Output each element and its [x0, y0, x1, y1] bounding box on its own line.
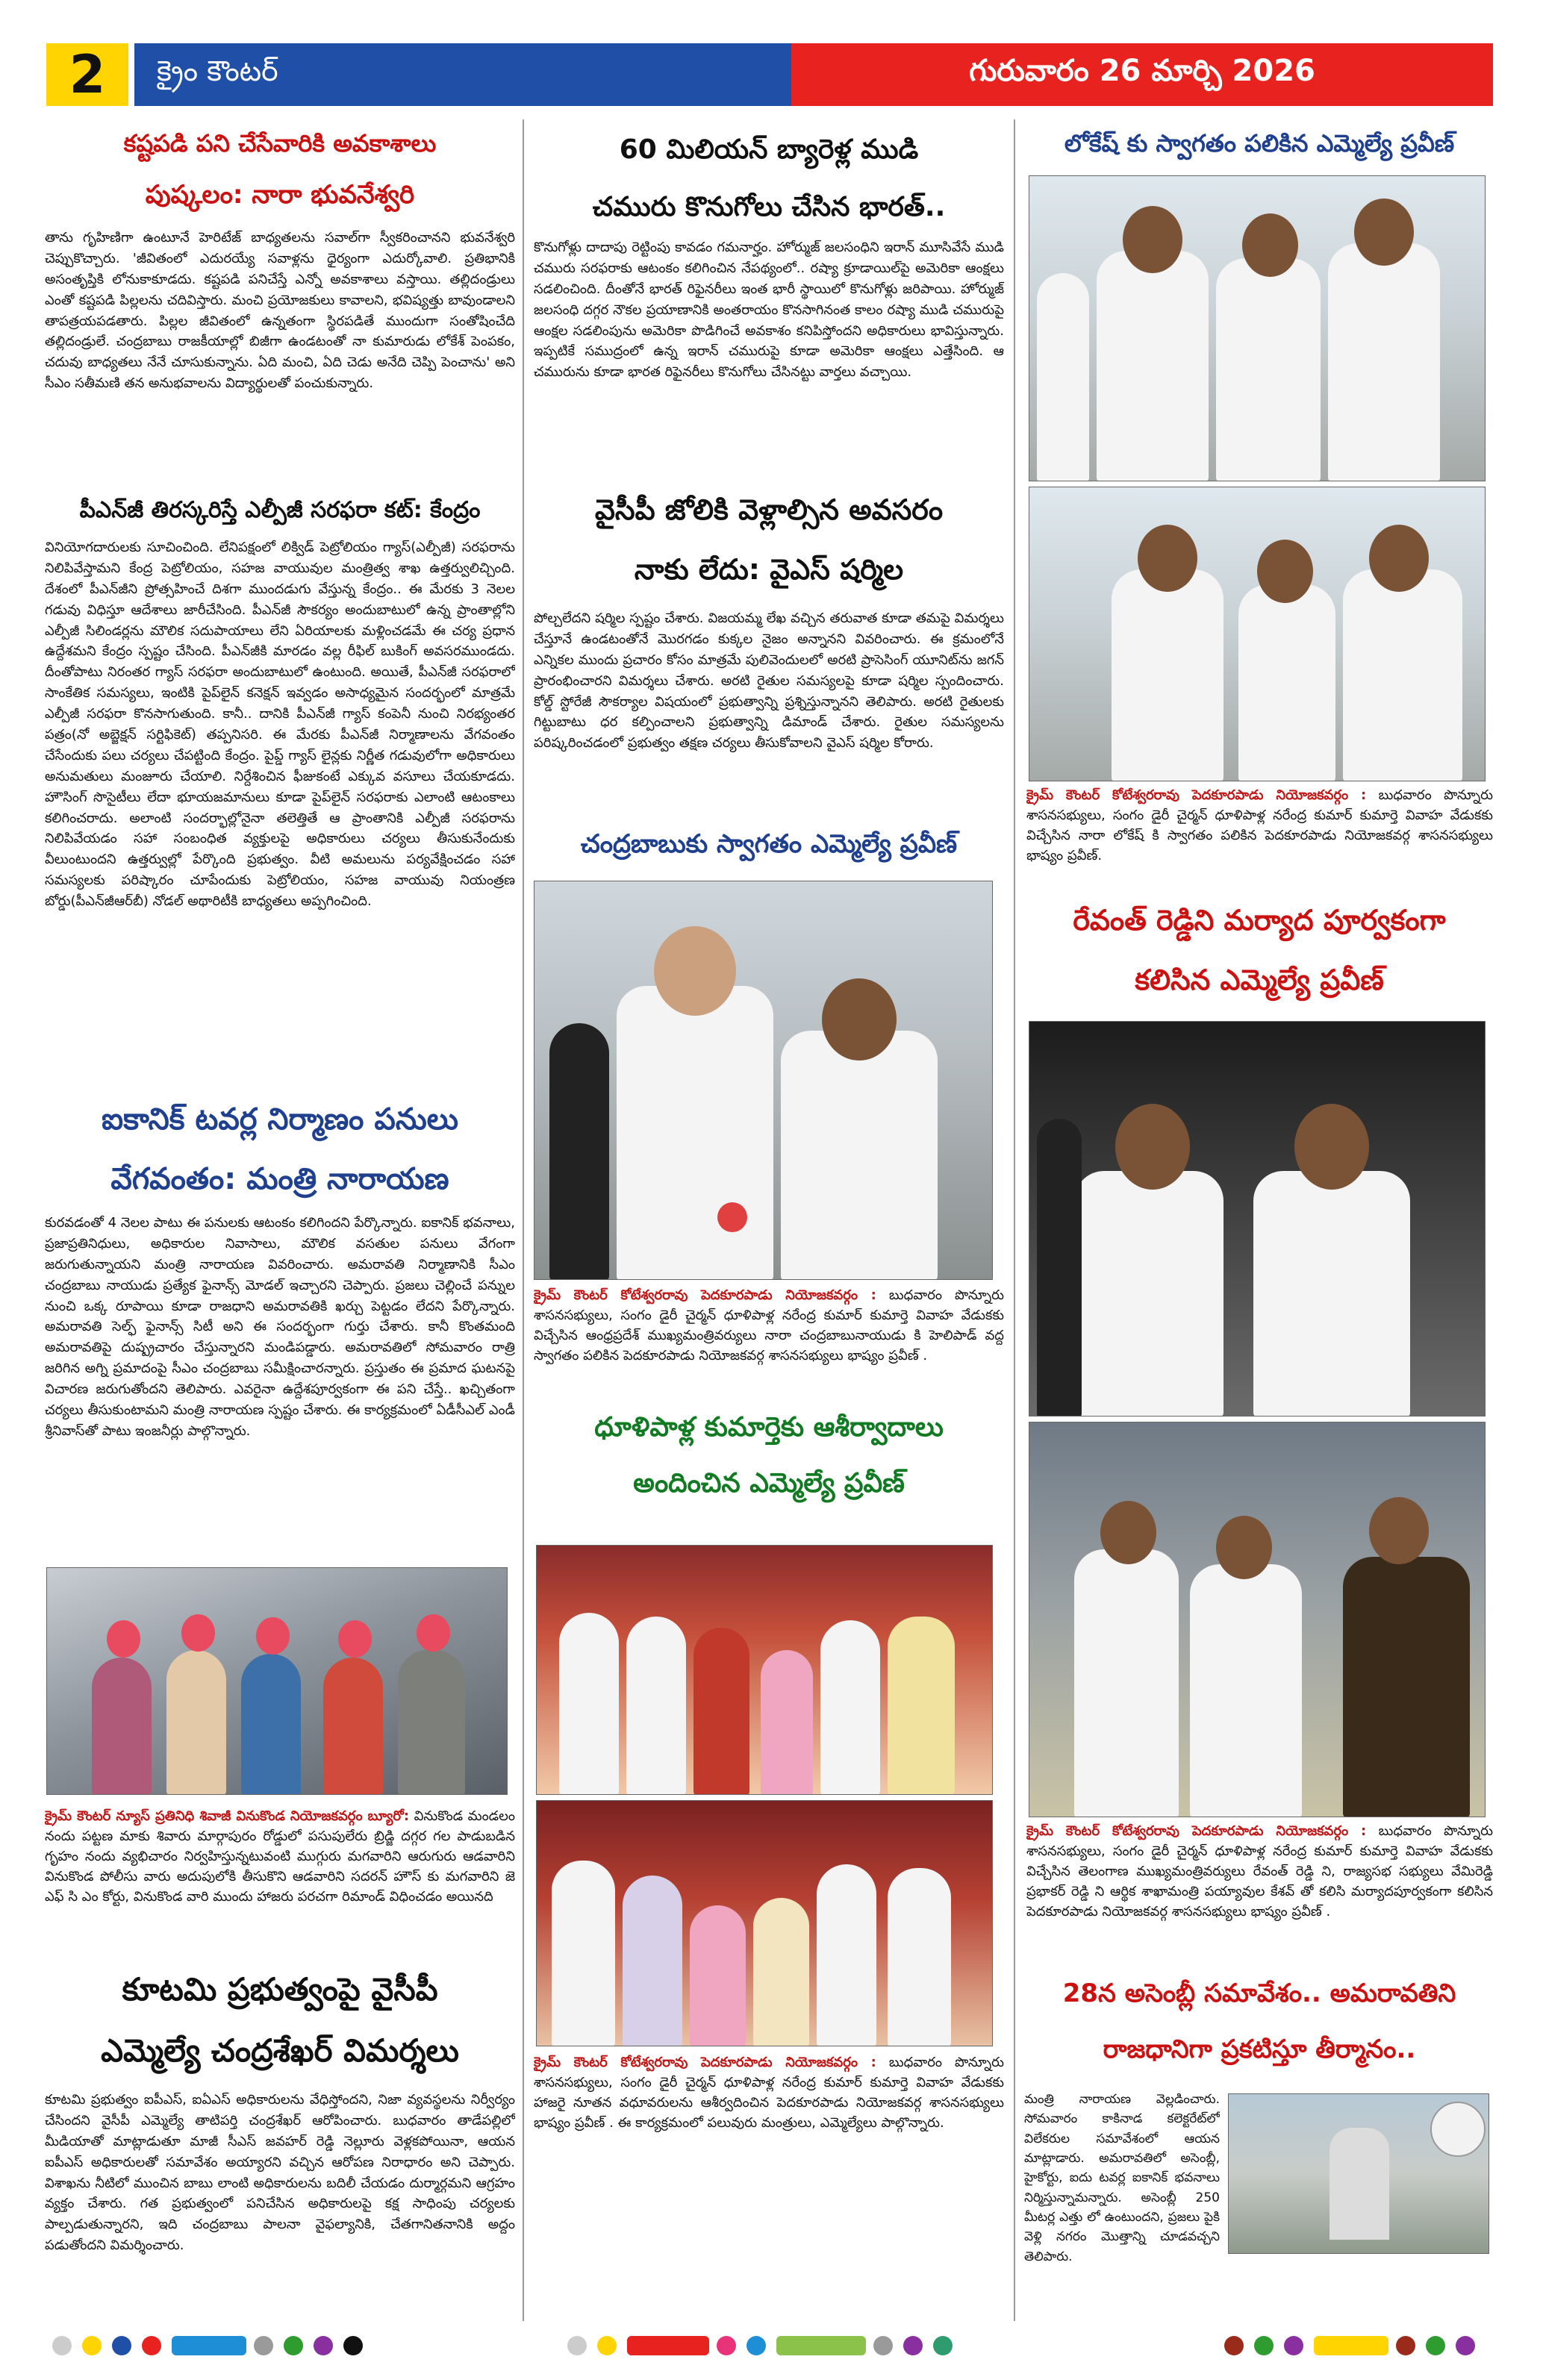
article-title: కలిసిన ఎమ్మెల్యే ప్రవీణ్	[1135, 963, 1384, 996]
column-divider-2	[1014, 119, 1015, 2321]
article-body: మంత్రి నారాయణ వెల్లడించారు. సోమవారం కాకినాడ కలెక్టరేట్‌లో విలేకరుల సమావేశంలో ఆయన మాట్లాడారు. అమరావతిలో అసెంబ్లీ, హైకోర్టు, ఐదు టవర్ల ఐకానిక్ భవనాలు నిర్మిస్తున్నామన్నారు. అసెంబ్లీ 250 మీటర్ల ఎత్తు లో ఉంటుందని, ప్రజలు పైకి వెళ్లి నగరం మొత్తాన్ని చూడవచ్చని తెలిపారు.	[1024, 2092, 1220, 2264]
caption-lead: క్రైమ్ కౌంటర్ కోటేశ్వరరావు పెదకూరపాడు నియోజకవర్గం :	[1026, 1823, 1367, 1839]
news-photo-wedding-2	[536, 1800, 993, 2046]
article-title: కష్టపడి పని చేసేవారికి అవకాశాలు	[123, 129, 437, 157]
news-photo-raid	[46, 1567, 508, 1795]
photo-caption	[534, 2052, 1004, 2179]
news-photo-wedding-1	[536, 1545, 993, 1795]
page-number: 2	[46, 43, 128, 106]
news-photo-lokesh-1	[1029, 175, 1486, 481]
photo-caption	[1026, 1821, 1493, 1963]
column-divider-1	[523, 119, 524, 2321]
photo-caption	[1026, 785, 1493, 890]
article-body: కొనుగోళ్లు దాదాపు రెట్టింపు కావడం గమనార్హం. హోర్ముజ్ జలసంధిని ఇరాన్ మూసివేసే ముడి చమురు సరఫరాకు ఆటంకం కలిగించిన నేపథ్యంలో.. రష్యా క్రూడాయిల్‌పై అమెరికా ఆంక్షలు సడలించింది. దీంతోనే భారత్ రిఫైనరీలు ఇంత భారీ స్థాయిలో కొనుగోళ్లు జరిపాయి. హోర్ముజ్ జలసంధి దగ్గర నౌకల ప్రయాణానికి అంతరాయం కొనసాగినంత కాలం రష్యా ముడి చమురుపై ఆంక్షల సడలింపును అమెరికా పొడిగించే అవకాశం కనిపిస్తోందని అధికారులు భావిస్తున్నారు. ఇప్పటికే సముద్రంలో ఉన్న ఇరాన్ చమురుపై కూడా అమెరికా ఆంక్షలు ఎత్తేసింది. ఆ చమురును కూడా భారత రిఫైనరీలు కొనుగోలు చేసినట్టు వార్తలు వచ్చాయి.	[534, 240, 1004, 381]
news-photo-revanth-group	[1029, 1422, 1486, 1817]
article-title: రేవంత్ రెడ్డిని మర్యాద పూర్వకంగా	[1073, 904, 1446, 937]
article-body: కూటమి ప్రభుత్వం ఐపీఎస్, ఐఏఎస్ అధికారులను వేధిస్తోందని, నిజా వ్యవస్థలను నిర్వీర్యం చేసిందని వైసీపీ ఎమ్మెల్యే తాటిపర్తి చంద్రశేఖర్ ఆరోపించారు. బుధవారం తాడేపల్లిలో మీడియాతో మాట్లాడుతూ మాజీ సీఎస్ జవహర్ రెడ్డి నెల్లూరు వెళ్లకపోయినా, ఆయన ఐపీఎస్ అధికారులతో సమావేశం అయ్యారని వచ్చిన ఆరోపణ నిరాధారం అని చెప్పారు. విశాఖను నీటిలో ముంచిన బాబు లాంటి అధికారులను బదిలీ చేయడం దుర్మార్గమని ఆగ్రహం వ్యక్తం చేశారు. గత ప్రభుత్వంలో పనిచేసిన అధికారులపై కక్ష సాధింపు చర్యలకు పాల్పడుతున్నారని, ఇది చంద్రబాబు పాలనా వైఫల్యానికి, చేతగానితనానికి అద్దం పడుతోందని విమర్శించారు.	[45, 2092, 515, 2254]
article-title: వైసీపీ జోలికి వెళ్లాల్సిన అవసరం	[594, 493, 944, 526]
caption-text: బుధవారం పొన్నూరు శాసనసభ్యులు, సంగం డైరీ చైర్మన్ ధూళిపాళ్ల నరేంద్ర కుమార్ కుమార్తె వివాహ వేడుకకు విచ్చేసిన ఆంధ్రప్రదేశ్ ముఖ్యమంత్రివర్యులు నారా చంద్రబాబునాయుడు కి హెలిపాడ్ వద్ద స్వాగతం పలికిన పెదకూరపాడు నియోజకవర్గ శాసనసభ్యులు భాష్యం ప్రవీణ్ .	[534, 1287, 1004, 1364]
caption-lead: క్రైమ్ కౌంటర్ కోటేశ్వరరావు పెదకూరపాడు నియోజకవర్గం :	[1026, 787, 1367, 803]
caption-text: బుధవారం పొన్నూరు శాసనసభ్యులు, సంగం డైరీ చైర్మన్ ధూళిపాళ్ల నరేంద్ర కుమార్ కుమార్తె వివాహ వేడుకకు హాజరై నూతన వధూవరులను ఆశీర్వదించిన పెదకూరపాడు నియోజకవర్గ శాసనసభ్యులు భాష్యం ప్రవీణ్ . ఈ కార్యక్రమంలో పలువురు మంత్రులు, ఎమ్మెల్యేలు పాల్గొన్నారు.	[534, 2055, 1004, 2131]
caption-text: బుధవారం పొన్నూరు శాసనసభ్యులు, సంగం డైరీ చైర్మన్ ధూళిపాళ్ల నరేంద్ర కుమార్ కుమార్తె వివాహ వేడుకకు విచ్చేసిన నారా లోకేష్ కి స్వాగతం పలికిన పెదకూరపాడు నియోజకవర్గ శాసనసభ్యులు భాష్యం ప్రవీణ్.	[1026, 787, 1493, 863]
article-body: తాను గృహిణిగా ఉంటూనే హెరిటేజ్ బాధ్యతలను సవాల్‌గా స్వీకరించానని భువనేశ్వరి చెప్పుకొచ్చారు. 'జీవితంలో ఎదురయ్యే సవాళ్లను ధైర్యంగా ఎదుర్కోవాలి. ప్రతిభానికి అసంతృప్తికి లోనుకాకూడదు. కష్టపడి పనిచేస్తే ఎన్నో అవకాశాలు వస్తాయి. తల్లిదండ్రులు ఎంతో కష్టపడి పిల్లలను చదివిస్తారు. మంచి ప్రయోజకులు కావాలని, భవిష్యత్తు బావుండాలని తాపత్రయపడతారు. పిల్లల జీవితంలో ఉన్నతంగా స్థిరపడితే ముందుగా సంతోషించేది తల్లిదండ్రులే. చంద్రబాబు రాజకీయాల్లో బిజీగా ఉండటంతో నా కుమారుడు లోకేశ్ పెంపకం, చదువు బాధ్యతలు నేనే చూసుకున్నాను. ఏది మంచి, ఏది చెడు అనేది చెప్పి పెంచాను' అని సీఎం సతీమణి తన అనుభవాలను విద్యార్థులతో పంచుకున్నారు.	[45, 230, 515, 392]
news-photo-amaravati	[1228, 2093, 1489, 2254]
article-title: అందించిన ఎమ్మెల్యే ప్రవీణ్	[633, 1468, 905, 1499]
article-body: వినియోగదారులకు సూచించింది. లేనిపక్షంలో లిక్విడ్ పెట్రోలియం గ్యాస్(ఎల్పీజీ) సరఫరాను నిలిపివేస్తామని కేంద్ర పెట్రోలియం, సహజ వాయువుల మంత్రిత్వ శాఖ ఉత్తర్వులిచ్చింది. దేశంలో పీఎన్‌జీని ప్రోత్సహించే దిశగా ముందడుగు వేస్తున్న కేంద్రం.. ఈ మేరకు 3 నెలల గడువు విధిస్తూ ఆదేశాలు జారీచేసింది. పీఎన్‌జీ సౌకర్యం అందుబాటులో ఉన్న ప్రాంతాల్లోని ఎల్పీజీ సిలిండర్లను మౌలిక సదుపాయాలు లేని ఏరియాలకు మళ్లించడమే ఈ చర్య ప్రధాన ఉద్దేశమని కేంద్రం స్పష్టం చేసింది. పీఎన్‌జీకి మారడం వల్ల రీఫిల్ బుకింగ్ అవసరముండదు. దీంతోపాటు నిరంతర గ్యాస్ సరఫరా అందుబాటులో ఉంటుంది. అయితే, పీఎన్‌జీ సరఫరాలో సాంకేతిక సమస్యలు, ఇంటికి పైప్‌లైన్ కనెక్షన్ ఇవ్వడం అసాధ్యమైన సందర్భంలో మాత్రమే ఎల్పీజీ సరఫరా కొనసాగుతుంది. కానీ.. దానికి పీఎన్‌జీ గ్యాస్ కంపెనీ నుంచి నిరభ్యంతర పత్రం(నో అబ్జెక్షన్ సర్టిఫికెట్) తప్పనిసరి. ఈ మేరకు పీఎన్‌జీ నిర్మాణాలను వేగవంతం చేసేందుకు పలు చర్యలు చేపట్టింది కేంద్రం. పైప్డ్ గ్యాస్ లైన్లకు నిర్ణీత గడువులోగా అధికారులు అనుమతులు మంజూరు చేయాలి. నిర్దేశించిన ఫీజుకంటే ఎక్కువ వసూలు చేయకూడదు. హౌసింగ్ సొసైటీలు లేదా భూయజమానులు కూడా పైప్‌లైన్ సరఫరాకు ఎలాంటి ఆటంకాలు కలిగించరాదు. అలాంటి సందర్భాల్లోనైనా తలెత్తితే ఆ ప్రాంతానికి ఎల్పీజీ సరఫరాను నిలిపివేయడం సహా సంబంధిత వ్యక్తులపై అధికారులు చర్యలు తీసుకునేందుకు వీలుంటుందని ఉత్తర్వుల్లో పేర్కొంది ప్రభుత్వం. వీటి అమలును పర్యవేక్షించడం సహా సమస్యలకు పరిష్కారం చూపేందుకు పెట్రోలియం, సహజ వాయువు నియంత్రణ బోర్డు(పీఎన్‌జీఆర్‌బీ) నోడల్ అథారిటీకి బాధ్యతలు అప్పగించింది.	[45, 540, 515, 910]
article-title: 60 మిలియన్ బ్యారెళ్ల ముడి	[619, 134, 919, 165]
article-title: కూటమి ప్రభుత్వంపై వైసీపీ	[122, 1971, 438, 2008]
paper-name: క్రైం కౌంటర్	[134, 43, 791, 106]
article-title: 28న అసెంబ్లీ సమావేశం.. అమరావతిని	[1062, 1978, 1456, 2008]
article-title: చంద్రబాబుకు స్వాగతం ఎమ్మెల్యే ప్రవీణ్	[580, 829, 958, 859]
article-title: ధూళిపాళ్ల కుమార్తెకు ఆశీర్వాదాలు	[594, 1412, 944, 1443]
news-photo-revanth	[1029, 1021, 1486, 1417]
caption-lead: క్రైమ్ కౌంటర్ కోటేశ్వరరావు పెదకూరపాడు నియోజకవర్గం :	[534, 1287, 876, 1303]
caption-text: బుధవారం పొన్నూరు శాసనసభ్యులు, సంగం డైరీ చైర్మన్ ధూళిపాళ్ల నరేంద్ర కుమార్ కుమార్తె వివాహ వేడుకకు విచ్చేసిన తెలంగాణ ముఖ్యమంత్రివర్యులు రేవంత్ రెడ్డి ని, రాజ్యసభ సభ్యులు వేమిరెడ్డి ప్రభాకర్ రెడ్డి ని ఆర్థిక శాఖామంత్రి పయ్యావుల కేశవ్ తో కలిసి మర్యాదపూర్వకంగా కలిసిన పెదకూరపాడు నియోజకవర్గ శాసనసభ్యులు భాష్యం ప్రవీణ్ .	[1026, 1823, 1493, 1920]
article-title: ఎమ్మెల్యే చంద్రశేఖర్ విమర్శలు	[101, 2032, 459, 2069]
article-body: కురవడంతో 4 నెలల పాటు ఈ పనులకు ఆటంకం కలిగిందని పేర్కొన్నారు. ఐకానిక్ భవనాలు, ప్రజాప్రతినిధులు, అధికారుల నివాసాలు, మౌలిక వసతుల పనులు వేగంగా జరుగుతున్నాయని మంత్రి నారాయణ వివరించారు. అమరావతి నిర్మాణానికి సీఎం చంద్రబాబు నాయుడు ప్రత్యేక ఫైనాన్స్ మోడల్ ఇచ్చారని చెప్పారు. ప్రజలు చెల్లించే పన్నుల నుంచి ఒక్క రూపాయి కూడా రాజధాని అమరావతికి ఖర్చు పెట్టడం లేదని పేర్కొన్నారు. అమరావతి సెల్ఫ్ ఫైనాన్స్ సిటీ అని ఈ సందర్భంగా గుర్తు చేశారు. కానీ కొంతమంది అమరావతిపై దుష్ప్రచారం చేస్తున్నారని మండిపడ్డారు. అమరావతిలో సోమవారం రాత్రి జరిగిన అగ్ని ప్రమాదంపై సీఎం చంద్రబాబు సమీక్షించారన్నారు. ప్రస్తుతం ఈ ప్రమాద ఘటనపై విచారణ జరుగుతోందని తెలిపారు. ఎవరైనా ఉద్దేశపూర్వకంగా ఈ పని చేస్తే.. ఖచ్చితంగా చర్యలు తీసుకుంటామని మంత్రి నారాయణ స్పష్టం చేశారు. ఈ కార్యక్రమంలో ఏడీసీఎల్ ఎండీ శ్రీనివాస్‌తో పాటు ఇంజనీర్లు పాల్గొన్నారు.	[45, 1215, 515, 1439]
photo-caption	[534, 1285, 1004, 1397]
article-title: వేగవంతం: మంత్రి నారాయణ	[110, 1162, 449, 1196]
article-title: చమురు కొనుగోలు చేసిన భారత్..	[592, 192, 946, 222]
photo-caption	[45, 1806, 515, 1955]
article-title: నాకు లేదు: వైఎస్ షర్మిల	[634, 553, 904, 586]
article-title: ఐకానిక్ టవర్ల నిర్మాణం పనులు	[102, 1102, 458, 1137]
article-title: పుష్కలం: నారా భువనేశ్వరి	[145, 180, 415, 210]
caption-lead: క్రైమ్ కౌంటర్ న్యూస్ ప్రతినిధి శివాజీ వినుకొండ నియోజకవర్గం బ్యూరో:	[45, 1808, 410, 1824]
article-body: పోల్చలేదని షర్మిల స్పష్టం చేశారు. విజయమ్మ లేఖ వచ్చిన తరువాత కూడా తమపై విమర్శలు చేస్తూనే ఉండటంతోనే మొరగడం కుక్కల నైజం అన్నానని వివరించారు. ఈ క్రమంలోనే ఎన్నికల ముందు ప్రచారం కోసం మాత్రమే పులివెందులలో అరటి ప్రాసెసింగ్ యూనిట్‌ను జగన్ ప్రారంభించారని విమర్శలు చేశారు. అరటి రైతుల సమస్యలపై కూడా షర్మిల స్పందించారు. కోల్డ్ స్టోరేజీ సౌకర్యాల విషయంలో ప్రభుత్వాన్ని ప్రశ్నిస్తున్నానని తెలిపారు. అరటి రైతులకు గిట్టుబాటు ధర కల్పించాలని ప్రభుత్వాన్ని డిమాండ్ చేశారు. రైతుల సమస్యలను పరిష్కరించడంలో ప్రభుత్వం తక్షణ చర్యలు తీసుకోవాలని వైఎస్ షర్మిల కోరారు.	[534, 610, 1004, 752]
article-title: రాజధానిగా ప్రకటిస్తూ తీర్మానం..	[1103, 2034, 1416, 2064]
caption-lead: క్రైమ్ కౌంటర్ కోటేశ్వరరావు పెదకూరపాడు నియోజకవర్గం :	[534, 2055, 876, 2070]
news-photo-cm-welcome	[534, 881, 993, 1280]
news-photo-lokesh-2	[1029, 487, 1486, 781]
issue-date: గురువారం 26 మార్చి 2026	[791, 43, 1493, 106]
article-title: పీఎన్‌జీ తిరస్కరిస్తే ఎల్పీజీ సరఫరా కట్: కేంద్రం	[79, 497, 481, 523]
article-title: లోకేష్ కు స్వాగతం పలికిన ఎమ్మెల్యే ప్రవీణ్	[1064, 129, 1455, 157]
caption-text: వినుకొండ మండలం నందు పట్టణ మాకు శివారు మార్గాపురం రోడ్డులో పసుపులేరు బ్రిడ్జి దగ్గర గల పాడుబడిన గృహం నందు వ్యభిచారం నిర్వహిస్తున్నటువంటి ముగ్గురు మగవారిని ఆరుగురు ఆడవారిని వినుకొండ పోలీసు వారు అదుపులోకి తీసుకొని ఆడవారిని సదరన్ హౌస్ కు మగవారిని జె ఎఫ్ సి ఎం కోర్టు, వినుకొండ వారి ముందు హాజరు పరచగా రిమాండ్ విధించడం అయినది	[45, 1808, 515, 1905]
